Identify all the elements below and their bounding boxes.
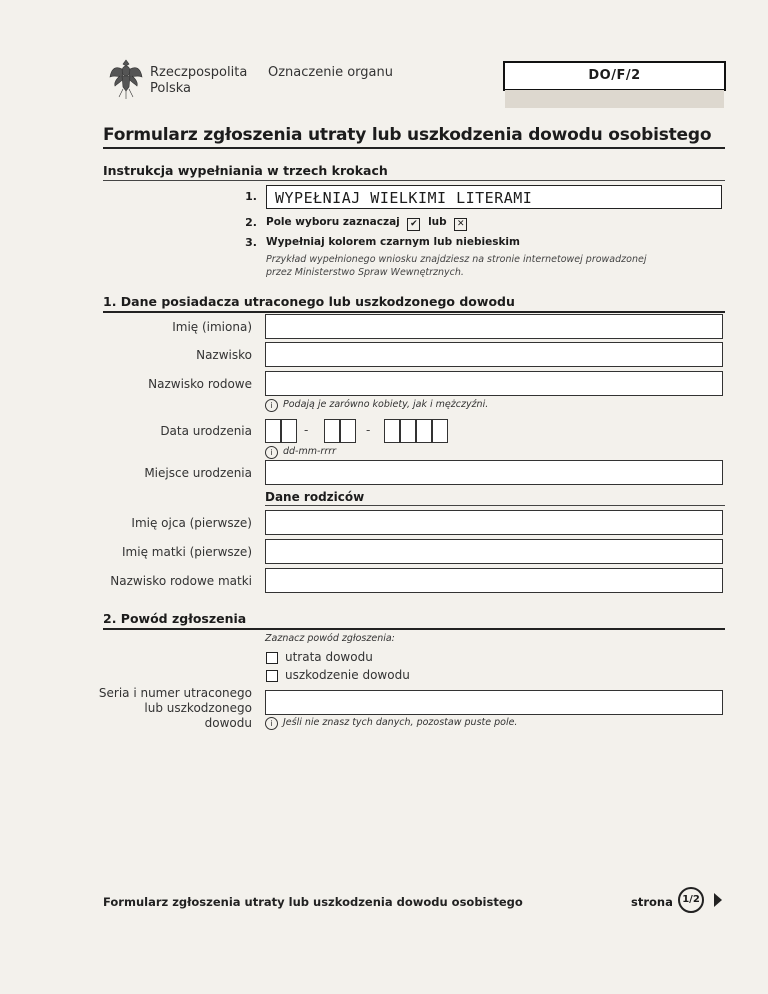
birth-date-hint-text: dd-mm-rrrr [283, 446, 337, 457]
step-3-number: 3. [245, 236, 257, 249]
organ-stamp-area [505, 90, 724, 108]
birth-day-digit-1[interactable] [265, 419, 281, 443]
instructions-note-line2: przez Ministerstwo Spraw Wewnętrznych. [266, 267, 464, 278]
title-divider [103, 147, 725, 149]
first-name-label: Imię (imiona) [172, 320, 252, 334]
page-word: strona [631, 895, 673, 909]
id-number-label-line1: Seria i numer utraconego [98, 686, 252, 700]
last-name-field[interactable] [265, 342, 723, 367]
country-name [150, 65, 247, 97]
footer-title: Formularz zgłoszenia utraty lub uszkodzenia dowodu osobistego [103, 895, 523, 909]
birth-year-digit-1[interactable] [384, 419, 400, 443]
id-number-hint-text: Jeśli nie znasz tych danych, pozostaw puste pole. [283, 717, 518, 728]
last-name-label: Nazwisko [196, 348, 252, 362]
birth-year-digit-2[interactable] [400, 419, 416, 443]
section-2-heading: 2. Powód zgłoszenia [103, 611, 247, 626]
step-2-number: 2. [245, 216, 257, 229]
mother-family-name-field[interactable] [265, 568, 723, 593]
parents-divider [265, 505, 725, 506]
father-name-label: Imię ojca (pierwsze) [131, 516, 252, 530]
section-1-divider [103, 311, 725, 313]
country-name-line1: Rzeczpospolita [150, 65, 248, 80]
father-name-field[interactable] [265, 510, 723, 535]
instructions-divider [103, 180, 725, 181]
birth-month-digit-2[interactable] [340, 419, 356, 443]
family-name-label: Nazwisko rodowe [148, 377, 252, 391]
id-number-label [96, 686, 252, 731]
info-icon: i [265, 446, 278, 459]
section-2-divider [103, 628, 725, 630]
lost-id-label: utrata dowodu [285, 650, 373, 664]
damaged-id-label: uszkodzenie dowodu [285, 668, 410, 682]
instructions-heading: Instrukcja wypełniania w trzech krokach [103, 163, 388, 178]
birth-month-digit-1[interactable] [324, 419, 340, 443]
id-number-field[interactable] [265, 690, 723, 715]
page-title: Formularz zgłoszenia utraty lub uszkodzenia dowodu osobistego [103, 125, 712, 145]
eagle-emblem-icon [108, 57, 144, 101]
info-icon: i [265, 399, 278, 412]
id-number-label-line2: lub uszkodzonego [144, 701, 252, 715]
next-page-arrow-icon[interactable] [714, 893, 722, 907]
id-number-hint [265, 717, 517, 730]
cross-example-icon: ✕ [454, 218, 467, 231]
first-name-field[interactable] [265, 314, 723, 339]
birth-date-label: Data urodzenia [160, 424, 252, 438]
birth-year-digit-3[interactable] [416, 419, 432, 443]
family-name-hint-text: Podają je zarówno kobiety, jak i mężczyźni. [283, 399, 489, 410]
birth-day-digit-2[interactable] [281, 419, 297, 443]
mother-name-field[interactable] [265, 539, 723, 564]
family-name-hint [265, 399, 488, 412]
reason-prompt: Zaznacz powód zgłoszenia: [265, 633, 395, 644]
step-1-example-box: WYPEŁNIAJ WIELKIMI LITERAMI [266, 185, 722, 209]
family-name-field[interactable] [265, 371, 723, 396]
parents-heading: Dane rodziców [265, 490, 365, 504]
birth-place-field[interactable] [265, 460, 723, 485]
step-2-label: Pole wyboru zaznaczaj [266, 216, 400, 228]
mother-name-label: Imię matki (pierwsze) [122, 545, 252, 559]
checkmark-example-icon: ✔ [407, 218, 420, 231]
form-code: DO/F/2 [503, 61, 726, 91]
step-3-text: Wypełniaj kolorem czarnym lub niebieskim [266, 236, 520, 248]
organ-label: Oznaczenie organu [268, 65, 393, 80]
damaged-id-checkbox[interactable] [266, 670, 278, 682]
birth-place-label: Miejsce urodzenia [144, 466, 252, 480]
section-1-heading: 1. Dane posiadacza utraconego lub uszkodzonego dowodu [103, 294, 515, 309]
mother-family-name-label: Nazwisko rodowe matki [110, 574, 252, 588]
step-2-text [266, 216, 467, 231]
id-number-label-line3: dowodu [204, 716, 252, 730]
lost-id-checkbox[interactable] [266, 652, 278, 664]
birth-year-digit-4[interactable] [432, 419, 448, 443]
country-name-line2: Polska [150, 81, 191, 96]
date-separator: - [366, 423, 371, 437]
birth-date-hint [265, 446, 336, 459]
instructions-note-line1: Przykład wypełnionego wniosku znajdziesz na stronie internetowej prowadzonej [266, 254, 647, 265]
step-2-connector: lub [428, 216, 447, 228]
page-number: 1/2 [678, 887, 704, 913]
info-icon: i [265, 717, 278, 730]
step-1-number: 1. [245, 190, 257, 203]
date-separator: - [304, 423, 309, 437]
